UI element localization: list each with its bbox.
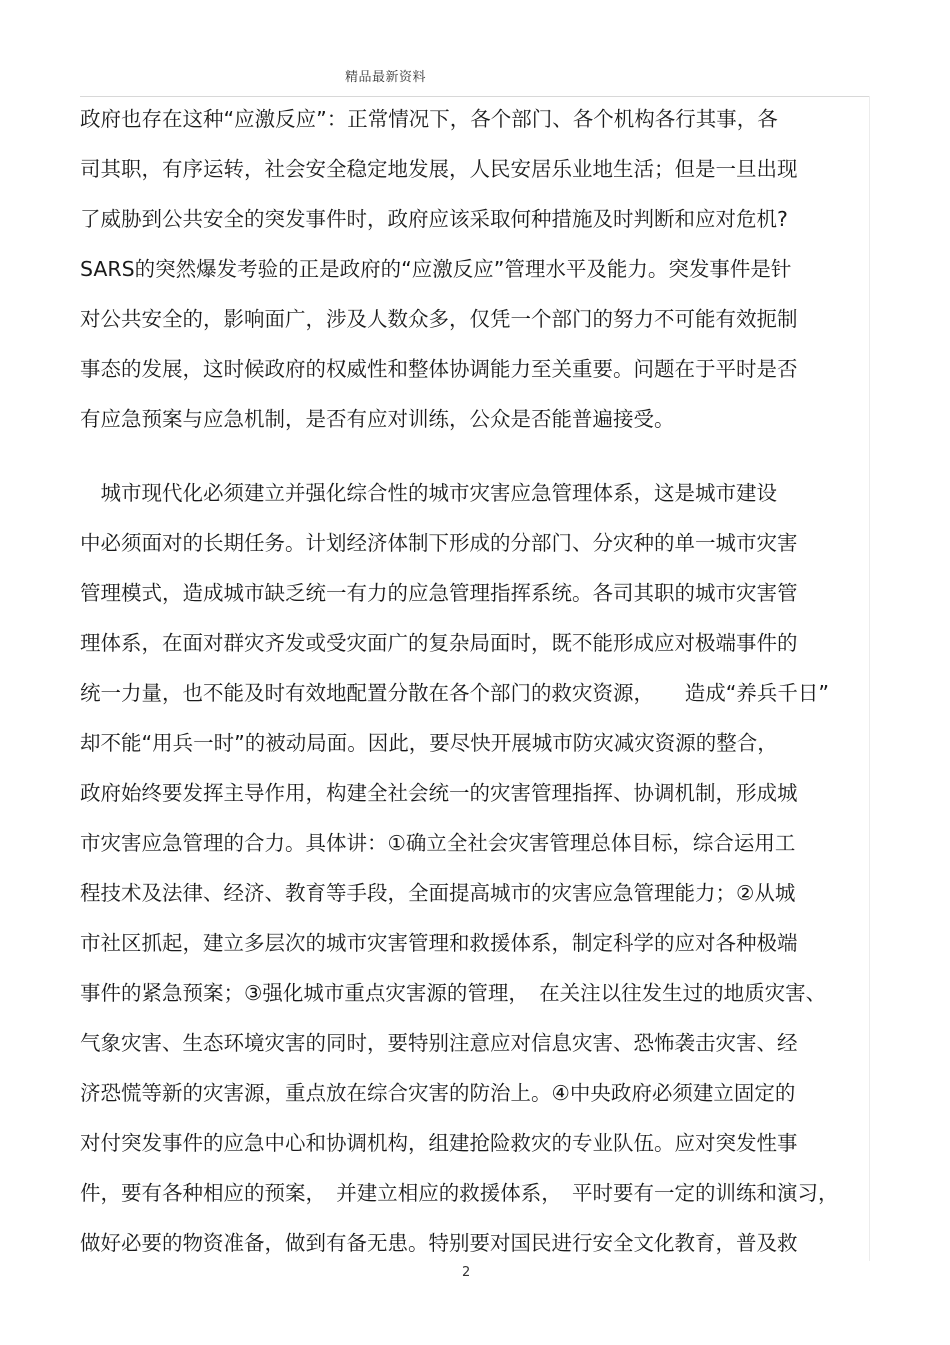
text-line: 政府始终要发挥主导作用，构建全社会统一的灾害管理指挥、协调机制，形成城 xyxy=(80,781,798,805)
text-line: 市灾害应急管理的合力。具体讲：①确立全社会灾害管理总体目标，综合运用工 xyxy=(80,831,796,855)
text-line: 做好必要的物资准备，做到有备无患。特别要对国民进行安全文化教育，普及救 xyxy=(80,1231,798,1255)
text-line: 事态的发展，这时候政府的权威性和整体协调能力至关重要。问题在于平时是否 xyxy=(80,357,798,381)
header-divider xyxy=(80,96,870,97)
text-line: 统一力量，也不能及时有效地配置分散在各个部门的救灾资源， 造成“养兵千日” xyxy=(80,681,829,705)
text-line: 件，要有各种相应的预案， 并建立相应的救援体系， 平时要有一定的训练和演习， xyxy=(80,1181,839,1205)
text-line: 事件的紧急预案；③强化城市重点灾害源的管理， 在关注以往发生过的地质灾害、 xyxy=(80,981,827,1005)
text-line: SARS的突然爆发考验的正是政府的“应激反应”管理水平及能力。突发事件是针 xyxy=(80,257,792,281)
text-line: 济恐慌等新的灾害源，重点放在综合灾害的防治上。④中央政府必须建立固定的 xyxy=(80,1081,796,1105)
text-line: 管理模式，造成城市缺乏统一有力的应急管理指挥系统。各司其职的城市灾害管 xyxy=(80,581,798,605)
page-number: 2 xyxy=(462,1265,471,1280)
text-line: 对付突发事件的应急中心和协调机构，组建抢险救灾的专业队伍。应对突发性事 xyxy=(80,1131,798,1155)
right-margin-line xyxy=(869,96,870,1261)
text-line: 政府也存在这种“应激反应”：正常情况下，各个部门、各个机构各行其事，各 xyxy=(80,107,778,131)
text-line: 有应急预案与应急机制，是否有应对训练，公众是否能普遍接受。 xyxy=(80,407,675,431)
text-line: 气象灾害、生态环境灾害的同时，要特别注意应对信息灾害、恐怖袭击灾害、经 xyxy=(80,1031,798,1055)
page-header: 精品最新资料 xyxy=(345,70,427,85)
text-line: 了威胁到公共安全的突发事件时，政府应该采取何种措施及时判断和应对危机? xyxy=(80,207,788,231)
text-line: 城市现代化必须建立并强化综合性的城市灾害应急管理体系，这是城市建设 xyxy=(80,481,777,505)
text-line: 中必须面对的长期任务。计划经济体制下形成的分部门、分灾种的单一城市灾害 xyxy=(80,531,798,555)
text-line: 却不能“用兵一时”的被动局面。因此，要尽快开展城市防灾减灾资源的整合， xyxy=(80,731,778,755)
text-line: 对公共安全的，影响面广，涉及人数众多，仅凭一个部门的努力不可能有效扼制 xyxy=(80,307,798,331)
text-line: 程技术及法律、经济、教育等手段，全面提高城市的灾害应急管理能力；②从城 xyxy=(80,881,796,905)
text-line: 理体系，在面对群灾齐发或受灾面广的复杂局面时，既不能形成应对极端事件的 xyxy=(80,631,798,655)
text-line: 市社区抓起，建立多层次的城市灾害管理和救援体系，制定科学的应对各种极端 xyxy=(80,931,798,955)
text-line: 司其职，有序运转，社会安全稳定地发展，人民安居乐业地生活；但是一旦出现 xyxy=(80,157,798,181)
